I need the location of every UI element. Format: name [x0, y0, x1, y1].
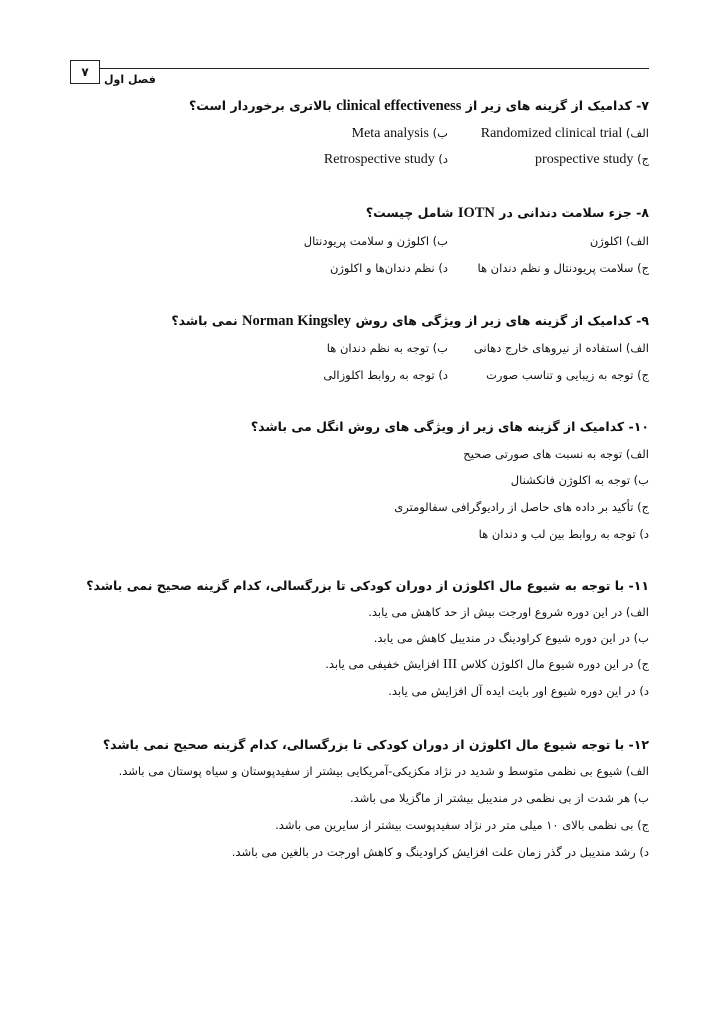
question-8 — [366, 205, 649, 222]
question-7 — [189, 98, 649, 115]
question-8-option-a: الف) اکلوژن — [589, 234, 649, 248]
option-text: Retrospective study — [323, 152, 435, 167]
question-10-option-c: ج) تأکید بر داده های حاصل از رادیوگرافی سفالومتری — [394, 500, 649, 514]
question-7-term: clinical effectiveness — [336, 98, 462, 114]
question-9-option-b: ب) توجه به نظم دندان ها — [326, 341, 448, 355]
question-10-option-b: ب) توجه به اکلوژن فانکشنال — [510, 473, 649, 487]
question-9-suffix: نمی باشد؟ — [171, 313, 238, 328]
question-11 — [86, 578, 649, 593]
question-10-option-a: الف) توجه به نسبت های صورتی صحیح — [463, 447, 649, 461]
question-7-option-a — [481, 126, 649, 142]
header-rule — [98, 68, 649, 69]
question-7-option-d — [324, 152, 448, 168]
question-11-option-c — [325, 657, 649, 673]
question-12 — [103, 737, 649, 752]
question-12-option-d: د) رشد مندیبل در گذر زمان علت افزایش کراودینگ و کاهش اورجت در بالغین می باشد. — [231, 845, 649, 859]
question-7-option-b — [352, 126, 448, 142]
question-12-option-c: ج) بی نظمی بالای ۱۰ میلی متر در نژاد سفیدپوست بیشتر از سایرین می باشد. — [275, 818, 649, 832]
question-10-option-d: د) توجه به روابط بین لب و دندان ها — [478, 527, 649, 541]
question-8-term: IOTN — [457, 205, 495, 221]
question-8-option-c: ج) سلامت پریودنتال و نظم دندان ها — [477, 261, 649, 275]
question-8-option-b: ب) اکلوژن و سلامت پریودنتال — [303, 234, 448, 248]
option-text: Meta analysis — [351, 126, 430, 141]
question-11-option-b: ب) در این دوره شیوع کراودینگ در مندیبل کاهش می یابد. — [373, 631, 649, 645]
question-11-option-a: الف) در این دوره شروع اورجت بیش از حد کاهش می یابد. — [368, 605, 649, 619]
question-11-prefix: ۱۱- با توجه به شیوع مال اکلوژن از دوران کودکی تا بزرگسالی، کدام گزینه صحیح نمی باشد؟ — [86, 578, 649, 593]
option-text-start: ج) در این دوره شیوع مال اکلوژن کلاس — [460, 657, 649, 671]
option-term: III — [443, 657, 458, 672]
question-8-prefix: ۸- جزء سلامت دندانی در — [499, 205, 649, 220]
question-12-option-a: الف) شیوع بی نظمی متوسط و شدید در نژاد مکزیکی-آمریکایی بیشتر از سفیدپوستان و سیاه پوستان می باشد. — [118, 764, 649, 778]
option-label: ج) — [637, 152, 649, 166]
question-8-option-d: د) نظم دندان‌ها و اکلوژن — [329, 261, 448, 275]
question-9-option-c: ج) توجه به زیبایی و تناسب صورت — [486, 368, 649, 382]
question-9-term: Norman Kingsley — [242, 313, 352, 329]
option-text-end: افزایش خفیفی می یابد. — [325, 657, 440, 671]
question-7-prefix: ۷- کدامیک از گزینه های زیر از — [465, 98, 649, 113]
option-label: د) — [438, 152, 448, 166]
page-number: ۷ — [70, 60, 100, 84]
option-text: Randomized clinical trial — [480, 126, 623, 141]
question-9-prefix: ۹- کدامیک از گزینه های زیر از ویژگی های روش — [355, 313, 649, 328]
question-7-suffix: بالاتری برخوردار است؟ — [189, 98, 332, 113]
question-8-suffix: شامل چیست؟ — [365, 205, 454, 220]
question-12-option-b: ب) هر شدت از بی نظمی در مندیبل بیشتر از ماگزیلا می باشد. — [349, 791, 649, 805]
option-label: ب) — [432, 126, 448, 140]
question-9-option-a: الف) استفاده از نیروهای خارج دهانی — [473, 341, 649, 355]
option-text: prospective study — [535, 152, 634, 167]
question-9-option-d: د) توجه به روابط اکلوزالی — [323, 368, 448, 382]
question-12-prefix: ۱۲- با توجه شیوع مال اکلوژن از دوران کودکی تا بزرگسالی، کدام گزینه صحیح نمی باشد؟ — [102, 737, 649, 752]
question-10-prefix: ۱۰- کدامیک از گزینه های زیر از ویژگی های روش انگل می باشد؟ — [250, 419, 649, 434]
question-11-option-d: د) در این دوره شیوع اور بایت ایده آل افزایش می یابد. — [388, 684, 649, 698]
chapter-title: فصل اول — [104, 73, 156, 86]
question-10 — [251, 419, 649, 434]
question-9 — [171, 313, 649, 330]
option-label: الف) — [625, 126, 649, 140]
question-7-option-c — [535, 152, 649, 168]
